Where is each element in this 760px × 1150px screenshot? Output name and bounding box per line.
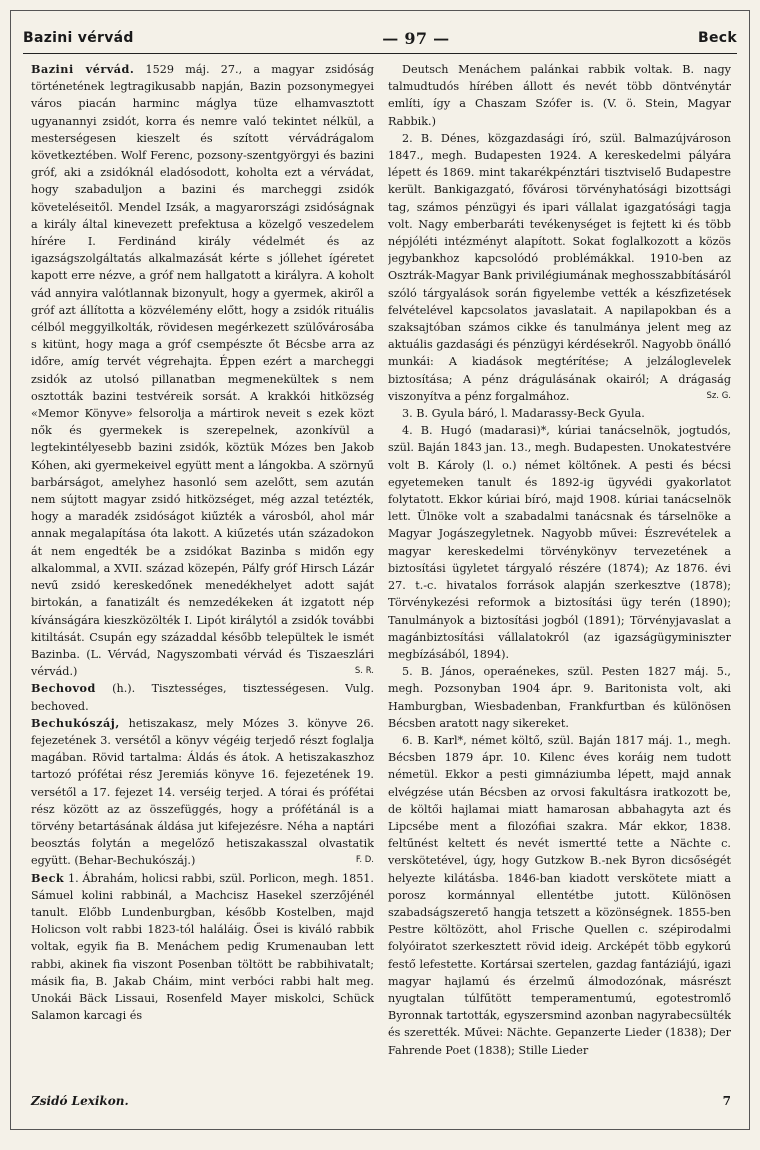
- lexicon-entry: [31, 680, 374, 714]
- lexicon-entry: [388, 663, 731, 732]
- left-column: [31, 61, 374, 1069]
- entry-text: hetiszakasz, mely Mózes 3. könyve 26. fejezetének 3. versétől a könyv végéig terjedő részt foglalja magában. Rövid tartalma: Áldás és átok. A hetiszakaszhoz tartozó prófétai rész Jeremiás könyve 16. fejezetének 19. versétől a 17. fejezet 14. verséig terjed. A tórai és prófétai rész között az az összefüggés, hogy a prófétánál is a törvény betartásának áldása jut kifejezésre. Néha a naptári beosztás folytán a megelőző hetiszakasszal olvastatik együtt. (Behar-Bechukószáj.): [31, 716, 374, 868]
- page-number: — 97 —: [382, 28, 450, 48]
- running-head: [23, 25, 737, 51]
- lexicon-entry: [31, 870, 374, 1025]
- entry-text: 3. B. Gyula báró, l. Madarassy-Beck Gyula.: [402, 407, 645, 421]
- author-signature: F. D.: [355, 855, 374, 866]
- entry-text: 1529 máj. 27., a magyar zsidóság történetének legtragikusabb napján, Bazin pozsonymegyei város piacán harminc máglya tüze elhamvasztott ugyanannyi zsidót, korra és nemre való tekintet nélkül, a mesterségesen kieszelt és szított vérvádrágalom következtében. Wolf Ferenc, pozsony-szentgyörgyi és bazini gróf, aki a zsidóknál eladósodott, koholta ezt a vérvádat, hogy szabaduljon a bazini és marcheggi zsidók követeléseitől. Mendel Izsák, a magyarországi zsidóságnak a király által kinevezett prefektusa a közelgő veszedelem hírére I. Ferdinánd király védelmét és az igazságszolgáltatás alkalmazását kérte s jóllehet ígéretet kapott erre nézve, a gróf nem hallgatott a királyra. A koholt vád annyira valótlannak bizonyult, hogy a gyermek, akiről a gróf azt állította a közvélemény előtt, hogy a zsidók rituális célból meggyilkolták, rövidesen megérkezett szülővárosába s kitünt, hogy maga a gróf csempészte őt Bécsbe arra az időre, amíg tervét végrehajta. Éppen ezért a marcheggi zsidók az utolsó pillanatban megmenekültek s nem osztották bazini testvéreik sorsát. A krakkói hitközség «Memor Könyve» felsorolja a mártirok neveit s ezek közt nők és gyermekek is szerepelnek, azonkívül a legtekintélyesebb bazini zsidók, köztük Mózes ben Jakob Kóhen, aki gyermekeivel együtt ment a lángokba. A szörnyű barbárságot, amelyhez hasonló sem azelőtt, sem azután nem sújtott magyar zsidó hitközséget, még azzal tetézték, hogy a maradék zsidóságot kiűzték a városból, ahol már annak megalapítása óta lakott. A kiűzetés után századokon át nem engedték be a zsidókat Bazinba s midőn egy alkalommal, a XVII. század közepén, Pálfy gróf Hirsch Lázár nevű zsidó kereskedőnek menedékhelyet adott saját birtokán, a fanatizált és nemzedékeken át izgatott nép kívánságára kieszközölték I. Lipót királytól a zsidók további kitiltását. Csupán egy századdal később települtek le ismét Bazinba. (L. Vérvád, Nagyszombati vérvád és Tiszaeszlári vérvád.): [31, 63, 374, 679]
- entry-text: 5. B. János, operaénekes, szül. Pesten 1827 máj. 5., megh. Pozsonyban 1904 ápr. 9. Baritonista volt, aki Hamburgban, Wiesbadenban, Frankfurtban és különösen Bécsben aratott nagy sikereket.: [388, 665, 731, 730]
- page-footer: [31, 1091, 731, 1111]
- entry-text: Deutsch Menáchem palánkai rabbik voltak. B. nagy talmudtudós hírében állott és nevét több döntvénytár említi, így a Chaszam Szófer is. (V. ö. Stein, Magyar Rabbik.): [388, 63, 731, 128]
- entry-headword: Bazini vérvád.: [31, 62, 135, 76]
- right-column: [388, 61, 731, 1069]
- footer-publication: Zsidó Lexikon.: [31, 1094, 129, 1108]
- entry-headword: Bechovod: [31, 681, 96, 696]
- entry-text: 6. B. Karl*, német költő, szül. Baján 1817 máj. 1., megh. Bécsben 1879 ápr. 10. Kilenc éves koráig nem tudott németül. Ekkor a pesti gimnáziumba lépett, majd annak elvégzése után Bécsben az orvosi fakultásra iratkozott be, de költői hajlamai miatt hamarosan abbahagyta azt és Lipcsébe ment a filozófiai szakra. Már ekkor, 1838. feltűnést keltett és nevét ismertté tette a Nächte c. verskötetével, úgy, hogy Gutzkow B.-nek Byron dicsőségét helyezte kilátásba. 1846-ban kiadott verskötete miatt a porosz kormánnyal ellentétbe jutott. Különösen szabadságszerető hangja tetszett a közönségnek. 1855-ben Pestre költözött, ahol Frische Quellen c. szépirodalmi folyóiratot szerkesztett rövid ideig. Arcképét több egykorú festő lefestette. Kortársai szertelen, gazdag fantáziájú, igazi magyar hajlamú és érzelmű álmodozónak, másrészt nyugtalan túlfűtött temperamentumú, egotestromlő Byronnak tartották, egyszersmind azonban nagyrabecsülték és szerették. Művei: Nächte. Gepanzerte Lieder (1838); Der Fahrende Poet (1838); Stille Lieder: [388, 733, 731, 1057]
- entry-text: 4. B. Hugó (madarasi)*, kúriai tanácselnök, jogtudós, szül. Baján 1843 jan. 13., megh. Budapesten. Unokatestvére volt B. Károly (l. o.) német költőnek. A pesti és bécsi egyetemeken tanult és 1892-ig ügyvédi gyakorlatot folytatott. Ekkor kúriai bíró, majd 1908. kúriai tanácselnök lett. Ülnöke volt a szabadalmi tanácsnak és társelnöke a Magyar Jogászegyletnek. Nagyobb művei: Észrevételek a magyar kereskedelmi törvénykönyv tervezetének a biztosítási ügyletet tárgyaló részére (1874); Az 1876. évi 27. t.-c. hivatalos források alapján szerkesztve (1878); Törvénykezési reformok a biztosítási ügy terén (1890); Tanulmányok a biztosítási jogból (1891); Törvényjavaslat a magánbiztosítási vállalatokról (az igazságügyminiszter megbízásából, 1894).: [388, 424, 731, 661]
- author-signature: S. R.: [354, 666, 374, 677]
- entry-headword: Bechukószáj,: [31, 715, 120, 730]
- lexicon-entry: [31, 715, 374, 870]
- lexicon-entry: [388, 130, 731, 405]
- text-columns: [31, 61, 731, 1069]
- lexicon-entry: [388, 422, 731, 663]
- lexicon-entry: [388, 405, 731, 422]
- lexicon-entry: [388, 732, 731, 1059]
- lexicon-entry: [388, 61, 731, 130]
- header-right-keyword: Beck: [698, 30, 737, 46]
- entry-headword: Beck: [31, 870, 65, 885]
- footer-sheet-number: 7: [722, 1094, 731, 1108]
- header-rule: [23, 53, 737, 54]
- lexicon-entry: [31, 61, 374, 680]
- entry-text: 1. Ábrahám, holicsi rabbi, szül. Porlicon, megh. 1851. Sámuel kolini rabbinál, a Machcisz Hasekel szerzőjénél tanult. Előbb Lundenburgban, később Kostelben, majd Holicson volt rabbi 1823-tól haláláig. Ősei is kiváló rabbik voltak, egyik fia B. Menáchem pedig Krumenauban lett rabbi, akinek fia viszont Posenban töltött be rabbihivatalt; másik fia, B. Jakab Cháim, mint verbóci rabbi halt meg. Unokái Bäck Lissaui, Rosenfeld Mayer miskolci, Schück Salamon karcagi és: [31, 871, 374, 1023]
- author-signature: Sz. G.: [706, 390, 731, 401]
- entry-text: (h.). Tisztességes, tisztességesen. Vulg. bechoved.: [31, 682, 374, 713]
- header-left-keyword: Bazini vérvád: [23, 30, 134, 46]
- entry-text: 2. B. Dénes, közgazdasági író, szül. Balmazújvároson 1847., megh. Budapesten 1924. A kereskedelmi pályára lépett és 1869. mint takarékpénztári tisztviselő Budapestre került. Bankigazgató, fővárosi törvényhatósági bizottsági tag, számos pénzügyi és ipari vállalat igazgatósági tagja volt. Nagy emberbaráti tevékenységet is fejtett ki és több népjóléti intézményt alapított. Sokat foglalkozott a közös jegybankhoz kapcsolódó problémákkal. 1910-ben az Osztrák-Magyar Bank privilégiumának meghosszabbításáról szóló tárgyalások során figyelembe vették a készfizetések felvételével kapcsolatos javaslatait. A napilapokban és a szaksajtóban számos cikke és tanulmánya jelent meg az aktuális gazdasági és pénzügyi kérdésekről. Nagyobb önálló munkái: A kiadások megtérítése; A jelzáloglevelek biztosítása; A pénz drágulásának okairól; A drágaság viszonyítva a pénz forgalmához.: [388, 131, 731, 403]
- lexicon-page: [10, 10, 750, 1130]
